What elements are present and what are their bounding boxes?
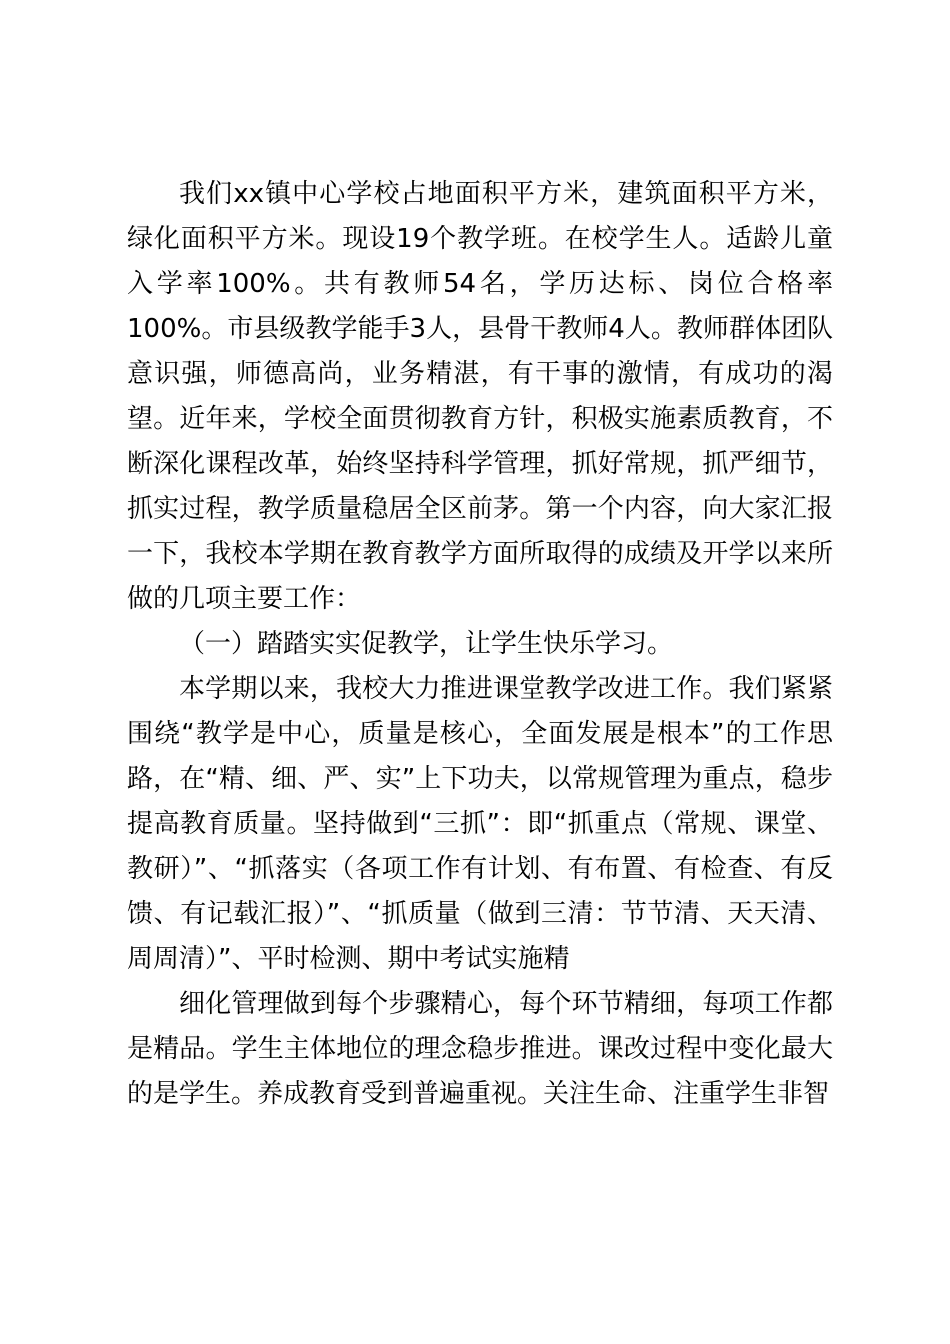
body-paragraph: 细化管理做到每个步骤精心，每个环节精细，每项工作都是精品。学生主体地位的理念稳步推进。课改过程中变化最大的是学生。养成教育受到普遍重视。关注生命、注重学生非智 [127, 989, 833, 1109]
document-body [127, 172, 833, 1117]
body-paragraph: 本学期以来，我校大力推进课堂教学改进工作。我们紧紧围绕“教学是中心，质量是核心，全面发展是根本”的工作思路，在“精、细、严、实”上下功夫，以常规管理为重点，稳步提高教育质量。坚持做到“三抓”：即“抓重点（常规、课堂、教研）”、“抓落实（各项工作有计划、有布置、有检查、有反馈、有记载汇报）”、“抓质量（做到三清：节节清、天天清、周周清）”、平时检测、期中考试实施精 [127, 674, 833, 974]
section-heading: （一）踏踏实实促教学，让学生快乐学习。 [179, 629, 674, 659]
intro-paragraph: 我们xx镇中心学校占地面积平方米，建筑面积平方米，绿化面积平方米。现设19个教学班。在校学生人。适龄儿童入学率100%。共有教师54名，学历达标、岗位合格率100%。市县级教学能手3人，县骨干教师4人。教师群体团队意识强，师德高尚，业务精湛，有干事的激情，有成功的渴望。近年来，学校全面贯彻教育方针，积极实施素质教育，不断深化课程改革，始终坚持科学管理，抓好常规，抓严细节，抓实过程，教学质量稳居全区前茅。第一个内容，向大家汇报一下，我校本学期在教育教学方面所取得的成绩及开学以来所做的几项主要工作： [127, 179, 833, 614]
